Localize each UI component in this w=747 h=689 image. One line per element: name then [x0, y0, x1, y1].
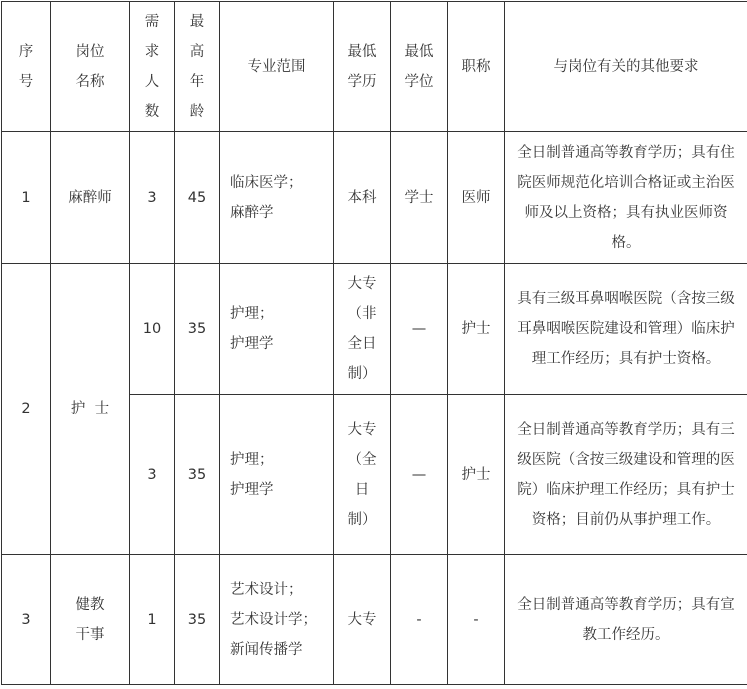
header-other: 与岗位有关的其他要求 — [505, 2, 747, 132]
cell-degree: 学士 — [391, 132, 448, 264]
cell-major — [220, 395, 334, 555]
cell-edu: 本科 — [334, 132, 391, 264]
cell-edu: 大专（全日制） — [334, 395, 391, 555]
table-row — [2, 555, 747, 685]
cell-position: 麻醉师 — [51, 132, 130, 264]
major-line: 临床医学； — [230, 168, 329, 198]
cell-age: 35 — [175, 395, 220, 555]
cell-seq: 2 — [2, 264, 51, 555]
header-degree: 最低学位 — [391, 2, 448, 132]
recruitment-table — [1, 1, 747, 685]
cell-count: 10 — [130, 264, 175, 395]
cell-major — [220, 555, 334, 685]
major-line: 护理； — [230, 445, 329, 475]
major-line: 护理学 — [230, 329, 329, 359]
cell-seq: 3 — [2, 555, 51, 685]
cell-title: 护士 — [448, 395, 505, 555]
cell-count: 3 — [130, 132, 175, 264]
cell-count: 3 — [130, 395, 175, 555]
major-line: 艺术设计学；新闻传播学 — [230, 605, 329, 665]
cell-other: 全日制普通高等教育学历；具有住院医师规范化培训合格证或主治医师及以上资格；具有执业医师资格。 — [505, 132, 747, 264]
cell-degree: - — [391, 555, 448, 685]
major-line: 护理学 — [230, 475, 329, 505]
major-line: 护理； — [230, 299, 329, 329]
header-age: 最高年龄 — [175, 2, 220, 132]
table-row — [2, 264, 747, 395]
header-major: 专业范围 — [220, 2, 334, 132]
cell-title: 护士 — [448, 264, 505, 395]
cell-age: 45 — [175, 132, 220, 264]
cell-position: 护 士 — [51, 264, 130, 555]
header-row — [2, 2, 747, 132]
header-title: 职称 — [448, 2, 505, 132]
cell-seq: 1 — [2, 132, 51, 264]
cell-position: 健教干事 — [51, 555, 130, 685]
cell-edu: 大专 — [334, 555, 391, 685]
cell-other: 全日制普通高等教育学历；具有宣教工作经历。 — [505, 555, 747, 685]
cell-major — [220, 132, 334, 264]
cell-count: 1 — [130, 555, 175, 685]
header-edu: 最低学历 — [334, 2, 391, 132]
cell-age: 35 — [175, 264, 220, 395]
cell-other: 全日制普通高等教育学历；具有三级医院（含按三级建设和管理的医院）临床护理工作经历；具有护士资格；目前仍从事护理工作。 — [505, 395, 747, 555]
cell-title: - — [448, 555, 505, 685]
header-seq: 序号 — [2, 2, 51, 132]
cell-age: 35 — [175, 555, 220, 685]
cell-title: 医师 — [448, 132, 505, 264]
header-position: 岗位名称 — [51, 2, 130, 132]
cell-degree: — — [391, 395, 448, 555]
cell-other: 具有三级耳鼻咽喉医院（含按三级耳鼻咽喉医院建设和管理）临床护理工作经历；具有护士资格。 — [505, 264, 747, 395]
cell-major — [220, 264, 334, 395]
header-count: 需求人数 — [130, 2, 175, 132]
major-line: 麻醉学 — [230, 198, 329, 228]
major-line: 艺术设计； — [230, 575, 329, 605]
cell-edu: 大专（非全日制） — [334, 264, 391, 395]
cell-degree: — — [391, 264, 448, 395]
table-row — [2, 132, 747, 264]
